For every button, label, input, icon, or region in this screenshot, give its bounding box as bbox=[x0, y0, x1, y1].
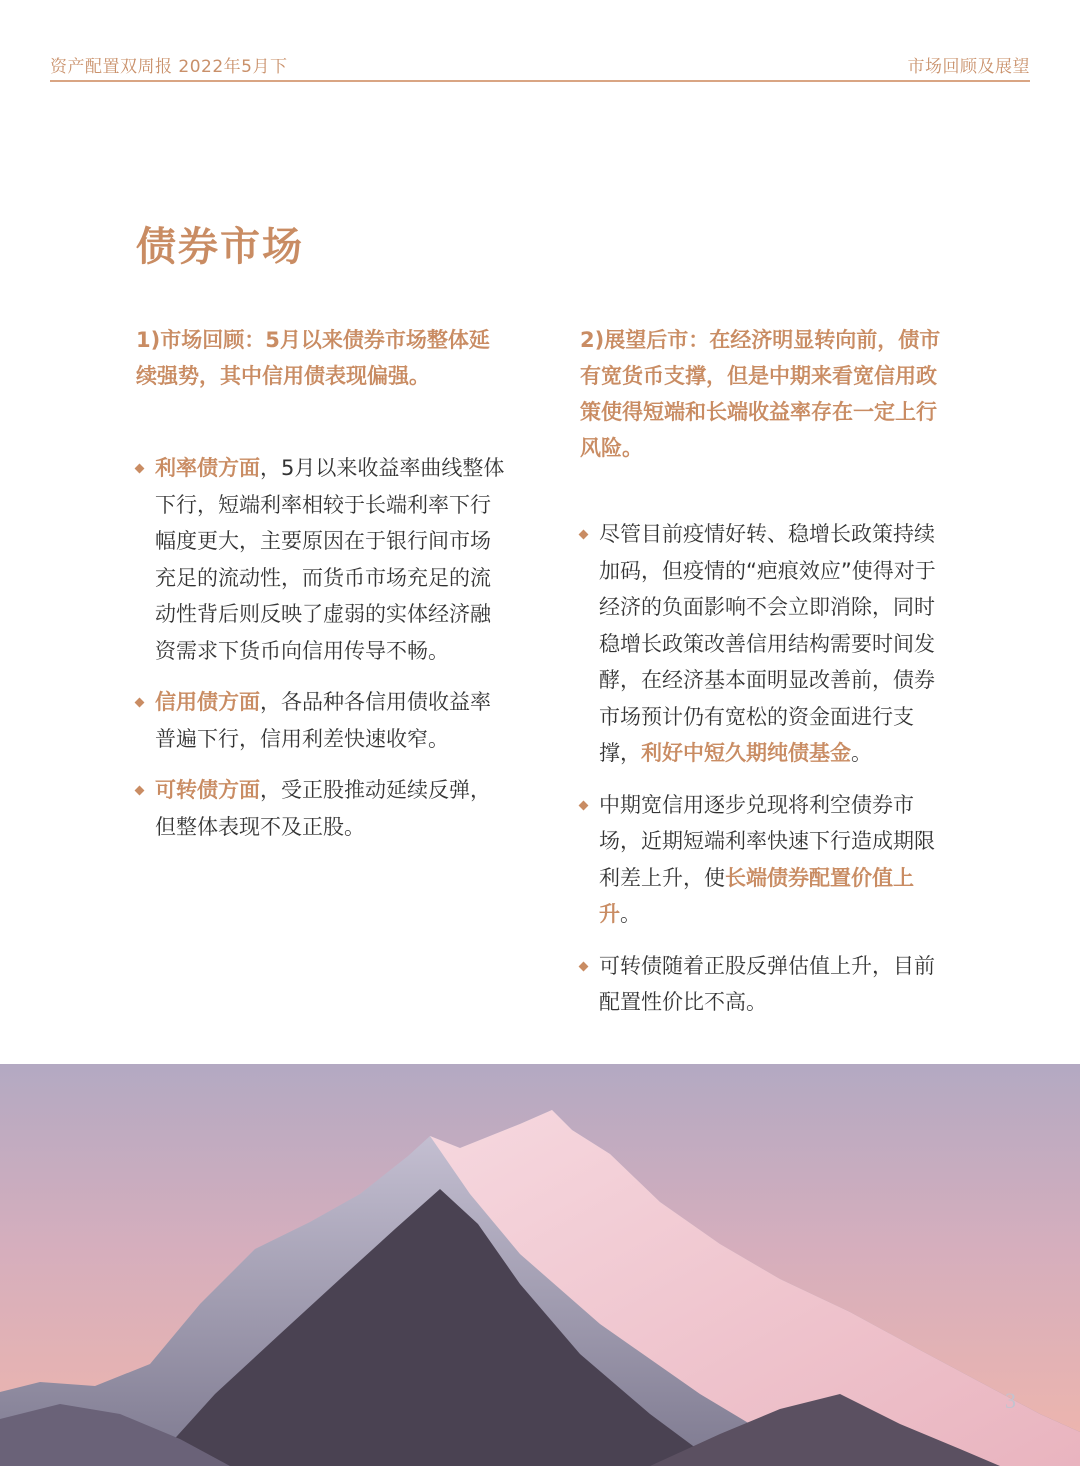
bullet-text: 中期宽信用逐步兑现将利空债券市场，近期短端利率快速下行造成期限利差上升，使 bbox=[599, 792, 935, 890]
diamond-bullet-icon bbox=[579, 530, 589, 540]
diamond-bullet-icon bbox=[135, 464, 145, 474]
diamond-bullet-icon bbox=[579, 961, 589, 971]
list-item bbox=[580, 948, 950, 1021]
bullet-text: ，5月以来收益率曲线整体下行，短端利率相较于长端利率下行幅度更大，主要原因在于银行间市场充足的流动性，而货币市场充足的流动性背后则反映了虚弱的实体经济融资需求下货币向信用传导不畅。 bbox=[155, 456, 505, 663]
bullet-highlight: 长端债券配置价值上升 bbox=[599, 865, 914, 926]
list-item bbox=[136, 684, 506, 757]
list-item bbox=[580, 787, 950, 933]
page-number: 3 bbox=[1005, 1388, 1016, 1413]
bullet-highlight: 可转债方面 bbox=[155, 778, 260, 802]
bullet-text-end: 。 bbox=[851, 741, 872, 765]
bullet-text: ，各品种各信用债收益率普遍下行，信用利差快速收窄。 bbox=[155, 690, 491, 751]
bullet-highlight: 利好中短久期纯债基金 bbox=[641, 741, 851, 765]
market-review-lead: 1)市场回顾：5月以来债券市场整体延续强势，其中信用债表现偏强。 bbox=[136, 328, 490, 388]
list-item bbox=[136, 772, 506, 845]
outlook-column bbox=[580, 322, 950, 1021]
diamond-bullet-icon bbox=[579, 800, 589, 810]
list-item bbox=[580, 516, 950, 772]
list-item bbox=[136, 450, 506, 669]
diamond-bullet-icon bbox=[135, 786, 145, 796]
bullet-highlight: 信用债方面 bbox=[155, 690, 260, 714]
diamond-bullet-icon bbox=[135, 698, 145, 708]
bullet-text: 尽管目前疫情好转、稳增长政策持续加码，但疫情的“疤痕效应”使得对于经济的负面影响不会立即消除，同时稳增长政策改善信用结构需要时间发酵，在经济基本面明显改善前，债券市场预计仍有宽松的资金面进行支撑， bbox=[599, 522, 936, 765]
mountain-photo bbox=[0, 1064, 1080, 1466]
outlook-lead: 2)展望后市：在经济明显转向前，债市有宽货币支撑，但是中期来看宽信用政策使得短端和长端收益率存在一定上行风险。 bbox=[580, 328, 941, 460]
bullet-text-end: 。 bbox=[620, 902, 641, 926]
page-header bbox=[50, 48, 1030, 82]
market-review-list bbox=[136, 450, 506, 845]
page-title: 债券市场 bbox=[136, 224, 304, 270]
section-name: 市场回顾及展望 bbox=[907, 57, 1030, 77]
bullet-text: ，受正股推动延续反弹，但整体表现不及正股。 bbox=[155, 778, 491, 839]
bullet-text: 可转债随着正股反弹估值上升，目前配置性价比不高。 bbox=[599, 953, 935, 1014]
bullet-highlight: 利率债方面 bbox=[155, 456, 260, 480]
outlook-list bbox=[580, 516, 950, 1021]
report-name: 资产配置双周报 2022年5月下 bbox=[50, 57, 288, 77]
market-review-column bbox=[136, 322, 506, 845]
